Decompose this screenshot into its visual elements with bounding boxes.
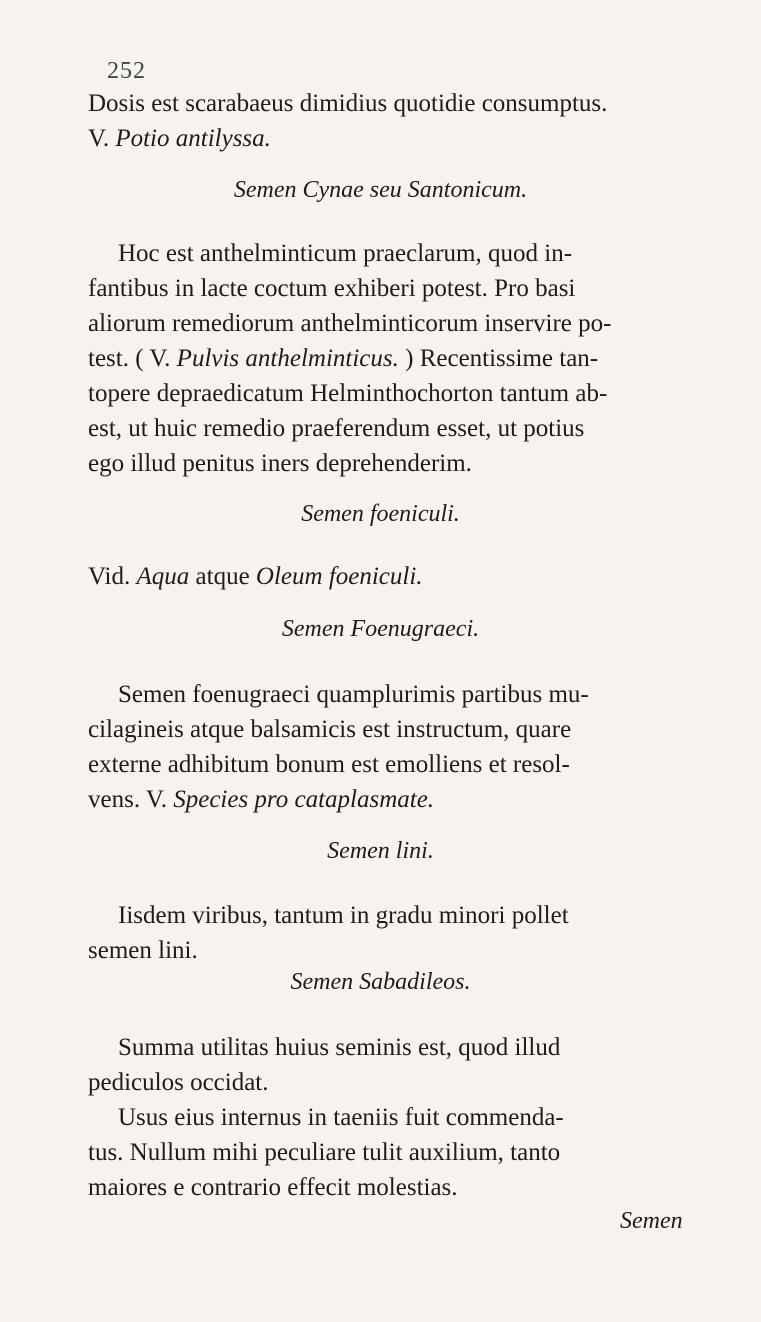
catchword: Semen — [620, 1208, 683, 1234]
text-line — [88, 121, 688, 156]
section-heading: Semen Foenugraeci. — [281, 616, 480, 642]
text-line — [88, 782, 688, 817]
text-line — [88, 559, 688, 594]
text-line: topere depraedicatum Helminthochorton tantum ab- — [88, 380, 608, 407]
text-fragment: Vid. — [88, 563, 131, 590]
text-fragment: ) Recentissime tan- — [405, 345, 599, 372]
text-line: maiores e contrario effecit molestias. — [88, 1174, 458, 1201]
page-number: 252 — [107, 58, 146, 84]
reference-title: Potio antilyssa. — [115, 125, 271, 152]
reference-title: Oleum foeniculi. — [255, 563, 423, 590]
text-line: Semen foenugraeci quamplurimis partibus mu- — [118, 681, 589, 708]
text-line — [88, 341, 688, 376]
text-line: Summa utilitas huius seminis est, quod illud — [118, 1034, 561, 1061]
text-line: Usus eius internus in taeniis fuit commenda- — [118, 1104, 564, 1131]
text-fragment: vens. V. — [88, 786, 167, 813]
text-line: cilagineis atque balsamicis est instructum, quare — [88, 716, 572, 743]
text-line: Dosis est scarabaeus dimidius quotidie consumptus. — [88, 90, 608, 117]
text-line: fantibus in lacte coctum exhiberi potest. Pro basi — [88, 275, 576, 302]
text-line: est, ut huic remedio praeferendum esset, ut potius — [88, 415, 585, 442]
text-line: externe adhibitum bonum est emolliens et resol- — [88, 751, 570, 778]
text-fragment: test. ( V. — [88, 345, 171, 372]
text-line: ego illud penitus iners deprehenderim. — [88, 450, 472, 477]
text-line: aliorum remediorum anthelminticorum inservire po- — [88, 310, 612, 337]
section-heading: Semen Sabadileos. — [290, 969, 471, 995]
text-line: Hoc est anthelminticum praeclarum, quod in- — [118, 240, 573, 267]
text-line: tus. Nullum mihi peculiare tulit auxilium, tanto — [88, 1139, 561, 1166]
text-fragment: atque — [195, 563, 250, 590]
reference-title: Aqua — [136, 563, 190, 590]
reference-title: Species pro cataplasmate. — [173, 786, 435, 813]
reference-abbrev: V. — [88, 125, 110, 152]
text-line: semen lini. — [88, 937, 198, 964]
reference-title: Pulvis anthelminticus. — [176, 345, 399, 372]
text-line: pediculos occidat. — [88, 1069, 269, 1096]
section-heading: Semen Cynae seu Santonicum. — [233, 177, 528, 203]
section-heading: Semen foeniculi. — [301, 501, 460, 527]
text-line: Iisdem viribus, tantum in gradu minori pollet — [118, 902, 569, 929]
section-heading: Semen lini. — [327, 838, 434, 864]
